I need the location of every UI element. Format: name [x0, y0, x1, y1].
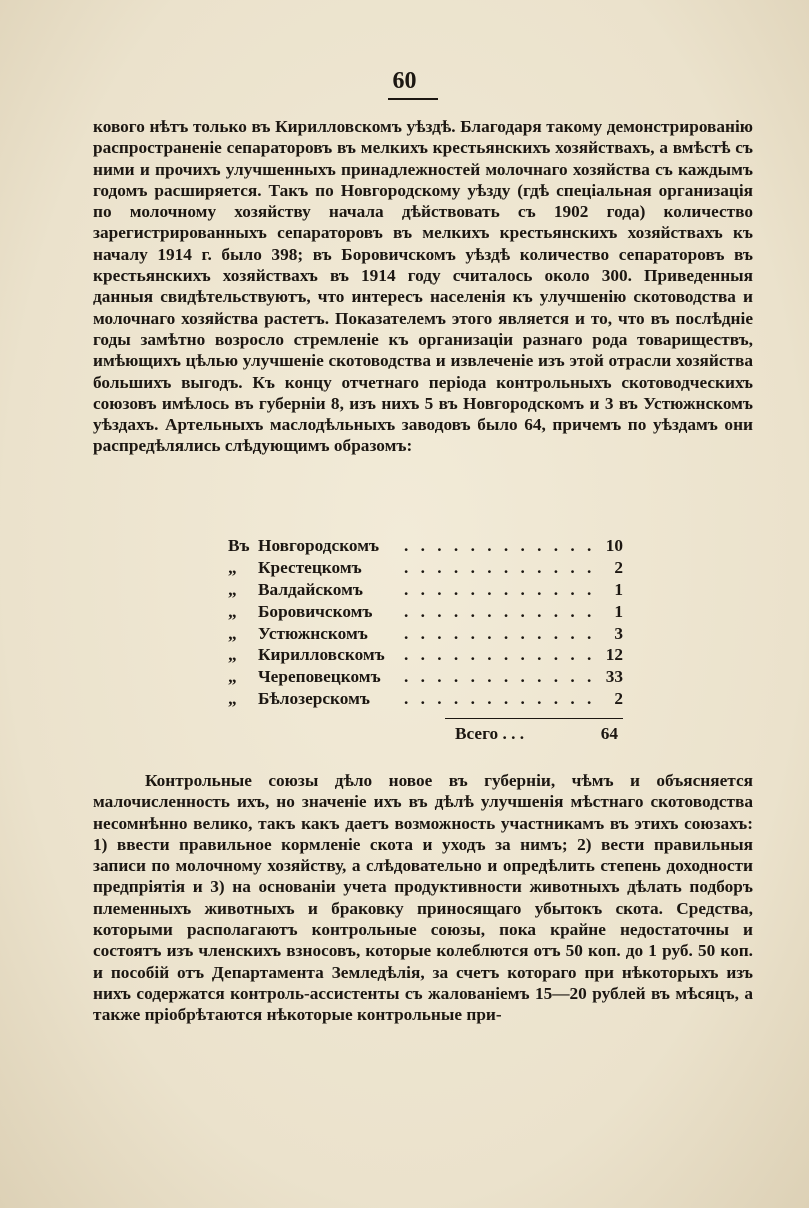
table-row — [228, 601, 628, 623]
row-value: 2 — [614, 689, 623, 709]
table-row — [228, 666, 628, 688]
table-row — [228, 623, 628, 645]
district-name: Крестецкомъ — [258, 557, 362, 577]
leader-dots: . . . . . . . . . . . . — [404, 579, 596, 599]
paragraph-2: Контрольные союзы дѣло новое въ губерніи, чѣмъ и объясняется малочисленность ихъ, но значеніе ихъ въ дѣлѣ улучшенія мѣстнаго скотоводства несомнѣнно велико, такъ какъ даетъ возможность участникамъ въ этихъ союзахъ: 1) ввести правильное кормленіе скота и уходъ за нимъ; 2) вести правильныя записи по молочному хозяйству, а слѣдовательно и опредѣлить степень доходности предпріятія и 3) на основаніи учета продуктивности животныхъ дѣлать подборъ племенныхъ животныхъ и браковку приносящаго убытокъ скота. Средства, которыми располагаютъ контрольные союзы, пока крайне недостаточны и состоятъ изъ членскихъ взносовъ, которые колеблются отъ 50 коп. до 1 руб. 50 коп. и пособій отъ Департамента Земледѣлія, за счетъ котораго при нѣкоторыхъ изъ нихъ содержатся контроль-ассистенты съ жалованіемъ 15—20 рублей въ мѣсяцъ, а также пріобрѣтаются нѣкоторые контрольные при- — [93, 771, 753, 1025]
row-value: 2 — [614, 557, 623, 577]
district-table — [228, 535, 628, 710]
table-row — [228, 688, 628, 710]
district-name: Череповецкомъ — [258, 667, 381, 687]
row-label — [228, 579, 363, 601]
row-label — [228, 557, 362, 579]
leader-dots: . . . . . . . . . . . . — [404, 689, 596, 709]
row-value: 10 — [605, 536, 623, 555]
page-number-rule — [388, 98, 438, 100]
table-row — [228, 579, 628, 601]
row-label — [228, 666, 381, 688]
row-prefix: „ — [228, 667, 237, 687]
row-value: 3 — [614, 623, 623, 643]
row-value: 1 — [614, 601, 623, 621]
row-label — [228, 644, 385, 666]
table-row — [228, 557, 628, 579]
row-prefix: „ — [228, 557, 237, 577]
leader-dots: . . . . . . . . . . . . — [404, 601, 596, 621]
district-name: Бѣлозерскомъ — [258, 689, 370, 709]
row-prefix: „ — [228, 623, 237, 643]
leader-dots: . . . . . . . . . . . . — [404, 536, 596, 555]
table-row — [228, 535, 628, 557]
page-number: 60 — [392, 68, 417, 94]
row-prefix: „ — [228, 689, 237, 709]
row-label — [228, 535, 379, 557]
district-name: Устюжнскомъ — [258, 623, 368, 643]
district-name: Новгородскомъ — [258, 536, 380, 555]
total-rule — [445, 718, 623, 719]
row-value: 1 — [614, 579, 623, 599]
row-prefix: „ — [228, 579, 237, 599]
leader-dots: . . . . . . . . . . . . — [404, 667, 596, 687]
district-name: Кирилловскомъ — [258, 645, 385, 665]
row-label — [228, 623, 368, 645]
row-label — [228, 601, 372, 623]
table-row — [228, 644, 628, 666]
row-prefix: Въ — [228, 536, 250, 555]
leader-dots: . . . . . . . . . . . . — [404, 557, 596, 577]
row-prefix: „ — [228, 601, 237, 621]
leader-dots: . . . . . . . . . . . . — [404, 623, 596, 643]
paragraph-1: кового нѣтъ только въ Кирилловскомъ уѣздѣ. Благодаря такому демонстрированію распространеніе сепараторовъ въ мелкихъ крестьянскихъ хозяйствахъ, а вмѣстѣ съ ними и прочихъ улучшенныхъ принадлежностей молочнаго хозяйства съ каждымъ годомъ расширяется. Такъ по Новгородскому уѣзду (гдѣ спеціальная организація по молочному хозяйству начала дѣйствовать съ 1902 года) количество зарегистрированныхъ сепараторовъ въ мелкихъ крестьянскихъ хозяйствахъ къ началу 1914 г. было 398; въ Боровичскомъ уѣздѣ количество сепараторовъ въ крестьянскихъ хозяйствахъ въ 1914 году считалось около 300. Приведенныя данныя свидѣтельствуютъ, что интересъ населенія къ улучшенію скотоводства и молочнаго хозяйства растетъ. Показателемъ этого является и то, что въ послѣдніе годы замѣтно возросло стремленіе къ организаціи разнаго рода товариществъ, имѣющихъ цѣлью улучшеніе скотоводства и извлеченіе изъ этой отрасли хозяйства большихъ выгодъ. Къ концу отчетнаго періода контрольныхъ скотоводческихъ союзовъ имѣлось въ губерніи 8, изъ нихъ 5 въ Новгородскомъ и 3 въ Устюжнскомъ уѣздахъ. Артельныхъ маслодѣльныхъ заводовъ было 64, причемъ по уѣздамъ они распредѣлялись слѣдующимъ образомъ: — [93, 117, 753, 456]
district-name: Боровичскомъ — [258, 601, 373, 621]
row-label — [228, 688, 370, 710]
row-prefix: „ — [228, 645, 237, 665]
total-value: 64 — [600, 724, 618, 743]
total-label: Всего . . . — [455, 724, 525, 743]
leader-dots: . . . . . . . . . . . . — [404, 645, 596, 665]
row-value: 12 — [605, 645, 623, 665]
district-name: Валдайскомъ — [258, 579, 363, 599]
row-value: 33 — [605, 667, 623, 687]
